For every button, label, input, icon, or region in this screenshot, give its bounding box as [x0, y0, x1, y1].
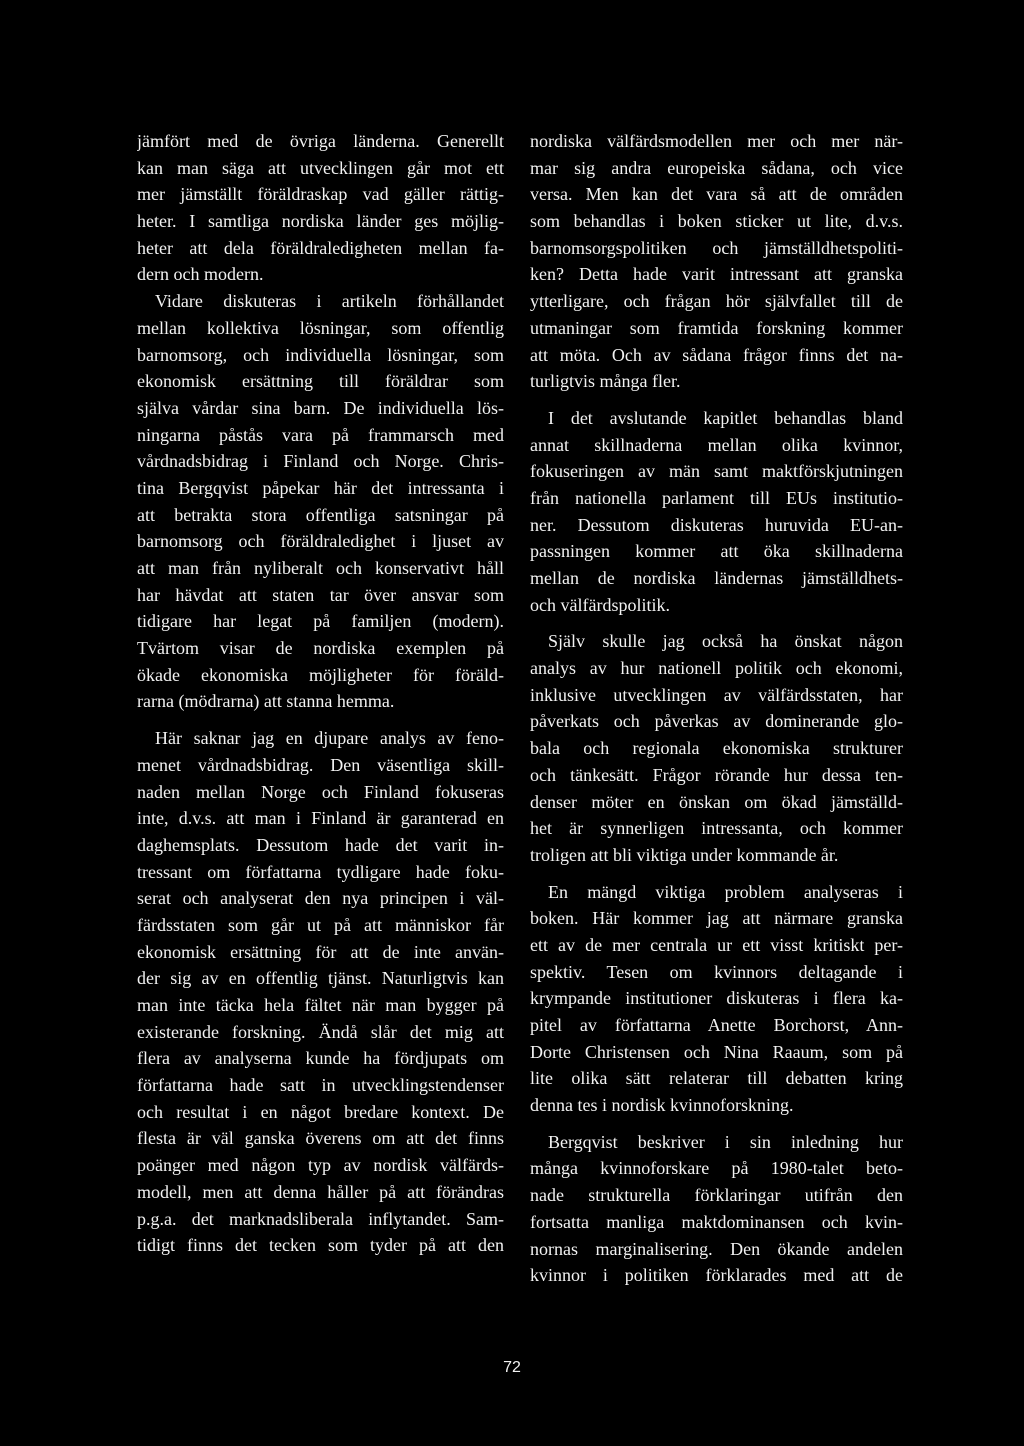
paragraph-gap [530, 1119, 903, 1129]
text-line: själva vårdar sina barn. De individuella lös- [137, 397, 504, 418]
text-line: heter att dela föräldraledigheten mellan fa- [137, 237, 504, 258]
text-line: Bergqvist beskriver i sin inledning hur [548, 1131, 903, 1152]
text-line: bala och regionala ekonomiska strukturer [530, 738, 903, 759]
text-line: författarna hade satt in utvecklingstendenser [137, 1075, 504, 1096]
text-line: mellan de nordiska ländernas jämställdhets- [530, 568, 903, 588]
text-line: tidigt finns det tecken som tyder på att den [137, 1235, 504, 1256]
text-line: analys av hur nationell politik och ekonomi, [530, 658, 903, 679]
text-line: flesta är väl ganska överens om att det finns [137, 1128, 504, 1149]
text-line: ningarna påstås vara på frammarsch med [137, 424, 504, 445]
text-line: spektiv. Tesen om kvinnors deltagande i [530, 961, 903, 982]
text-line: het är synnerligen intressanta, och kommer [530, 818, 903, 839]
text-line: p.g.a. det marknadsliberala inflytandet. Sam- [137, 1208, 504, 1229]
text-line: denna tes i nordisk kvinnoforskning. [530, 1095, 794, 1116]
left-column [137, 128, 504, 1259]
text-line: från nationella parlament till EUs institutio- [530, 487, 903, 508]
text-line: ken? Detta hade varit intressant att granska [530, 264, 903, 285]
text-line: mellan kollektiva lösningar, som offentlig [137, 317, 504, 338]
paragraph-gap [530, 395, 903, 405]
text-line: menet vårdnadsbidrag. Den väsentliga skill- [137, 754, 504, 775]
text-line: heter. I samtliga nordiska länder ges möjlig- [137, 211, 504, 232]
text-line: jämfört med de övriga länderna. Generellt [137, 131, 504, 151]
text-line: nordiska välfärdsmodellen mer och mer när- [530, 131, 903, 151]
text-line: ökade ekonomiska möjligheter för föräld- [137, 664, 504, 685]
paragraph-gap [530, 869, 903, 879]
text-line: tidigare har legat på familjen (modern). [137, 611, 504, 632]
text-line: kan man säga att utvecklingen går mot ett [137, 157, 504, 178]
text-line: der sig av en offentlig tjänst. Naturligtvis kan [137, 968, 504, 989]
text-line: dern och modern. [137, 264, 264, 285]
right-column-text [530, 128, 903, 1289]
text-line: nade strukturella förklaringar utifrån den [530, 1185, 903, 1206]
text-line: vårdnadsbidrag i Finland och Norge. Chris- [137, 451, 504, 472]
text-line: mar sig andra europeiska sådana, och vice [530, 157, 903, 178]
text-line: kvinnor i politiken förklarades med att de [530, 1265, 903, 1286]
text-line: att man från nyliberalt och konservativt håll [137, 558, 504, 578]
text-line: troligen att bli viktiga under kommande år. [530, 844, 839, 865]
text-line: att betrakta stora offentliga satsningar på [137, 504, 504, 525]
text-line: Här saknar jag en djupare analys av feno- [155, 728, 504, 749]
text-line: tressant om författarna tydligare hade foku- [137, 861, 504, 882]
text-line: existerande forskning. Ändå slår det mig att [137, 1021, 504, 1042]
text-line: Själv skulle jag också ha önskat någon [548, 631, 903, 652]
text-line: ekonomisk ersättning för att de inte använ- [137, 941, 504, 962]
text-line: I det avslutande kapitlet behandlas bland [548, 407, 903, 428]
text-line: barnomsorg och föräldraledighet i ljuset av [137, 531, 504, 552]
text-line: Vidare diskuteras i artikeln förhållandet [155, 291, 504, 312]
text-line: utmaningar som framtida forskning kommer [530, 317, 903, 338]
text-line: modell, men att denna håller på att förändras [137, 1181, 504, 1202]
paragraph-gap [530, 618, 903, 628]
text-line: boken. Här kommer jag att närmare granska [530, 908, 903, 929]
text-line: många kvinnoforskare på 1980-talet beto- [530, 1158, 903, 1179]
text-line: Dorte Christensen och Nina Raaum, som på [530, 1041, 903, 1062]
text-line: serat och analyserat den nya principen i väl- [137, 888, 504, 909]
text-line: poänger med någon typ av nordisk välfärds- [137, 1155, 504, 1176]
page-number: 72 [503, 1359, 521, 1376]
text-line: ett av de mer centrala ur ett visst kritiskt per- [530, 934, 903, 955]
text-line: barnomsorgspolitiken och jämställdhetspoliti- [530, 237, 903, 258]
text-line: Tvärtom visar de nordiska exemplen på [137, 638, 504, 659]
text-line: har hävdat att staten tar över ansvar som [137, 584, 504, 605]
text-line: mer jämställt föräldraskap vad gäller rättig- [137, 184, 504, 205]
text-line: pitel av författarna Anette Borchorst, Ann- [530, 1015, 903, 1035]
text-line: inte, d.v.s. att man i Finland är garanterad en [137, 808, 504, 829]
text-line: ekonomisk ersättning till föräldrar som [137, 371, 504, 392]
text-line: man inte täcka hela fältet när man bygger på [137, 995, 504, 1015]
left-column-text [137, 128, 504, 1259]
text-line: fortsatta manliga maktdominansen och kvin- [530, 1211, 903, 1232]
text-line: att möta. Och av sådana frågor finns det na- [530, 344, 903, 365]
text-line: ytterligare, och frågan hör självfallet till de [530, 291, 903, 312]
text-line: flera av analyserna kunde ha fördjupats om [137, 1048, 504, 1069]
text-line: färdsstaten som går ut på att människor får [137, 914, 504, 935]
text-line: och resultat i en något bredare kontext. De [137, 1101, 504, 1122]
right-column [530, 128, 903, 1289]
text-line: turligtvis många fler. [530, 371, 681, 392]
text-line: påverkats och påverkas av dominerande glo- [530, 711, 903, 732]
text-line: som behandlas i boken sticker ut lite, d.v.s. [530, 211, 903, 232]
text-line: naden mellan Norge och Finland fokuseras [137, 781, 504, 802]
text-line: annat skillnaderna mellan olika kvinnor, [530, 434, 903, 455]
text-line: daghemsplats. Dessutom hade det varit in- [137, 834, 504, 855]
text-line: inklusive utvecklingen av välfärdsstaten, har [530, 684, 903, 705]
text-line: rarna (mödrarna) att stanna hemma. [137, 691, 395, 712]
text-line: barnomsorg, och individuella lösningar, som [137, 344, 504, 365]
text-line: och välfärdspolitik. [530, 594, 670, 615]
text-line: passningen kommer att öka skillnaderna [530, 541, 903, 562]
text-line: tina Bergqvist påpekar här det intressanta i [137, 477, 504, 498]
text-line: ner. Dessutom diskuteras huruvida EU-an- [530, 514, 903, 535]
text-line: versa. Men kan det vara så att de områden [530, 184, 903, 205]
text-line: och tänkesätt. Frågor rörande hur dessa ten- [530, 764, 903, 785]
text-line: fokuseringen av män samt maktförskjutningen [530, 461, 903, 482]
text-line: krympande institutioner diskuteras i flera ka- [530, 988, 903, 1009]
text-line: lite olika sätt relaterar till debatten kring [530, 1068, 903, 1089]
text-line: denser möter en önskan om ökad jämställd- [530, 791, 903, 812]
text-line: nornas marginalisering. Den ökande andelen [530, 1238, 903, 1259]
paragraph-gap [137, 715, 504, 725]
text-line: En mängd viktiga problem analyseras i [548, 881, 903, 902]
